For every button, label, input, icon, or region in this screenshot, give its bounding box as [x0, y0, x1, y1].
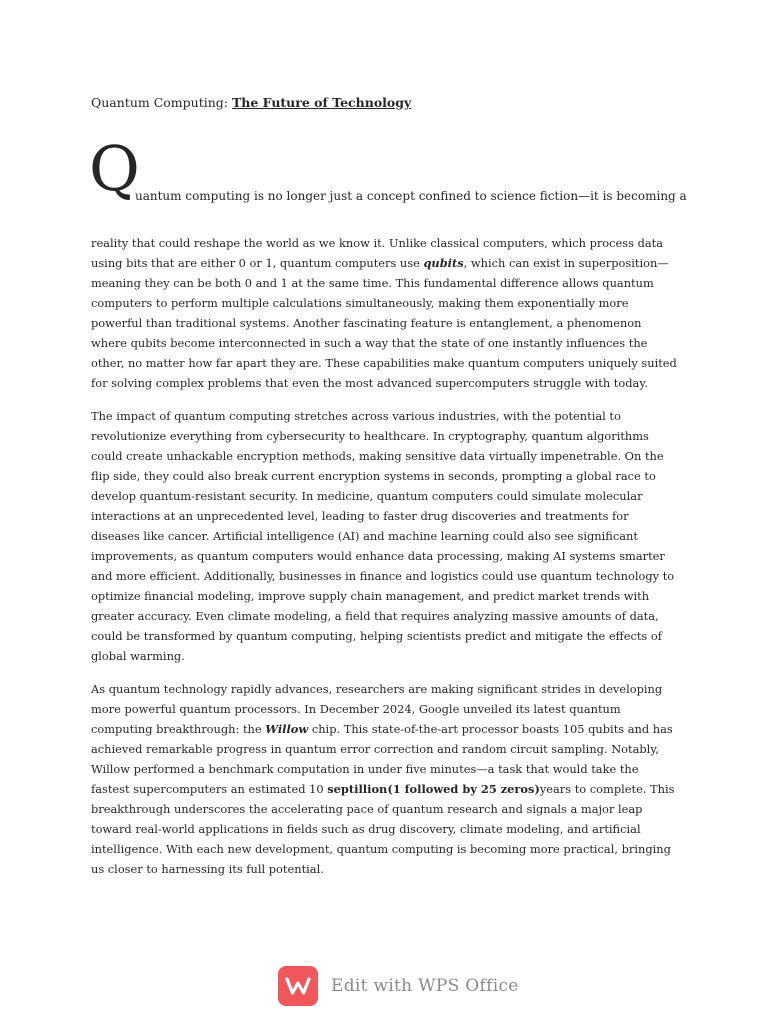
dropcap-rest: uantum computing is no longer just a concept confined to science fiction—it is becoming a	[135, 189, 687, 203]
p3-text-a: As quantum technology rapidly advances, researchers are making significant strides in developing more powerful quantum processors. In December 2024, Google unveiled its latest quantum computing breakthrough: the	[91, 682, 663, 736]
footer-label[interactable]: Edit with WPS Office	[331, 976, 519, 996]
title-prefix: Quantum Computing:	[91, 95, 232, 110]
p3-text-c: years to complete. This breakthrough underscores the accelerating pace of quantum research and signals a major leap toward real-world applications in fields such as drug discovery, climate modeling, and artificial intelligence. With each new development, quantum computing is becoming more practical, bringing us closer to harnessing its full potential.	[91, 782, 675, 876]
dropcap-letter: Q	[89, 132, 140, 205]
paragraph-2: The impact of quantum computing stretches across various industries, with the potential to revolutionize everything from cybersecurity to healthcare. In cryptography, quantum algorithms could create unhackable encryption methods, making sensitive data virtually impenetrable. On the flip side, they could also break current encryption systems in seconds, prompting a global race to develop quantum-resistant security. In medicine, quantum computers could simulate molecular interactions at an unprecedented level, leading to faster drug discoveries and treatments for diseases like cancer. Artificial intelligence (AI) and machine learning could also see significant improvements, as quantum computers would enhance data processing, making AI systems smarter and more efficient. Additionally, businesses in finance and logistics could use quantum technology to optimize financial modeling, improve supply chain management, and predict market trends with greater accuracy. Even climate modeling, a field that requires analyzing massive amounts of data, could be transformed by quantum computing, helping scientists predict and mitigate the effects of global warming.	[91, 409, 675, 663]
p3-bold: septillion(1 followed by 25 zeros)	[327, 782, 540, 796]
p1-text-b: , which can exist in superposition—meaning they can be both 0 and 1 at the same time. This fundamental difference allows quantum computers to perform multiple calculations simultaneously, making them exponentially more powerful than traditional systems. Another fascinating feature is entanglement, a phenomenon where qubits become interconnected in such a way that the state of one instantly influences the other, no matter how far apart they are. These capabilities make quantum computers uniquely suited for solving complex problems that even the most advanced supercomputers struggle with today.	[91, 256, 677, 390]
dropcap-line	[89, 132, 687, 205]
paragraph-3	[91, 679, 677, 879]
p3-emphasis: Willow	[265, 722, 309, 736]
document-page	[89, 94, 687, 879]
title-link[interactable]: The Future of Technology	[231, 95, 412, 110]
p3-text-b: chip. This state-of-the-art processor boasts 105 qubits and has achieved remarkable progress in quantum error correction and random circuit sampling. Notably, Willow performed a benchmark computation in under five minutes—a task that would take the fastest supercomputers an estimated 10	[91, 722, 673, 796]
wps-footer[interactable]	[278, 964, 519, 1008]
p1-text-a: reality that could reshape the world as we know it. Unlike classical computers, which process data using bits that are either 0 or 1, quantum computers use	[91, 236, 664, 270]
document-title	[91, 94, 677, 112]
wps-logo-icon	[278, 966, 318, 1006]
paragraph-1	[91, 233, 677, 393]
p1-emphasis: qubits	[423, 256, 464, 270]
